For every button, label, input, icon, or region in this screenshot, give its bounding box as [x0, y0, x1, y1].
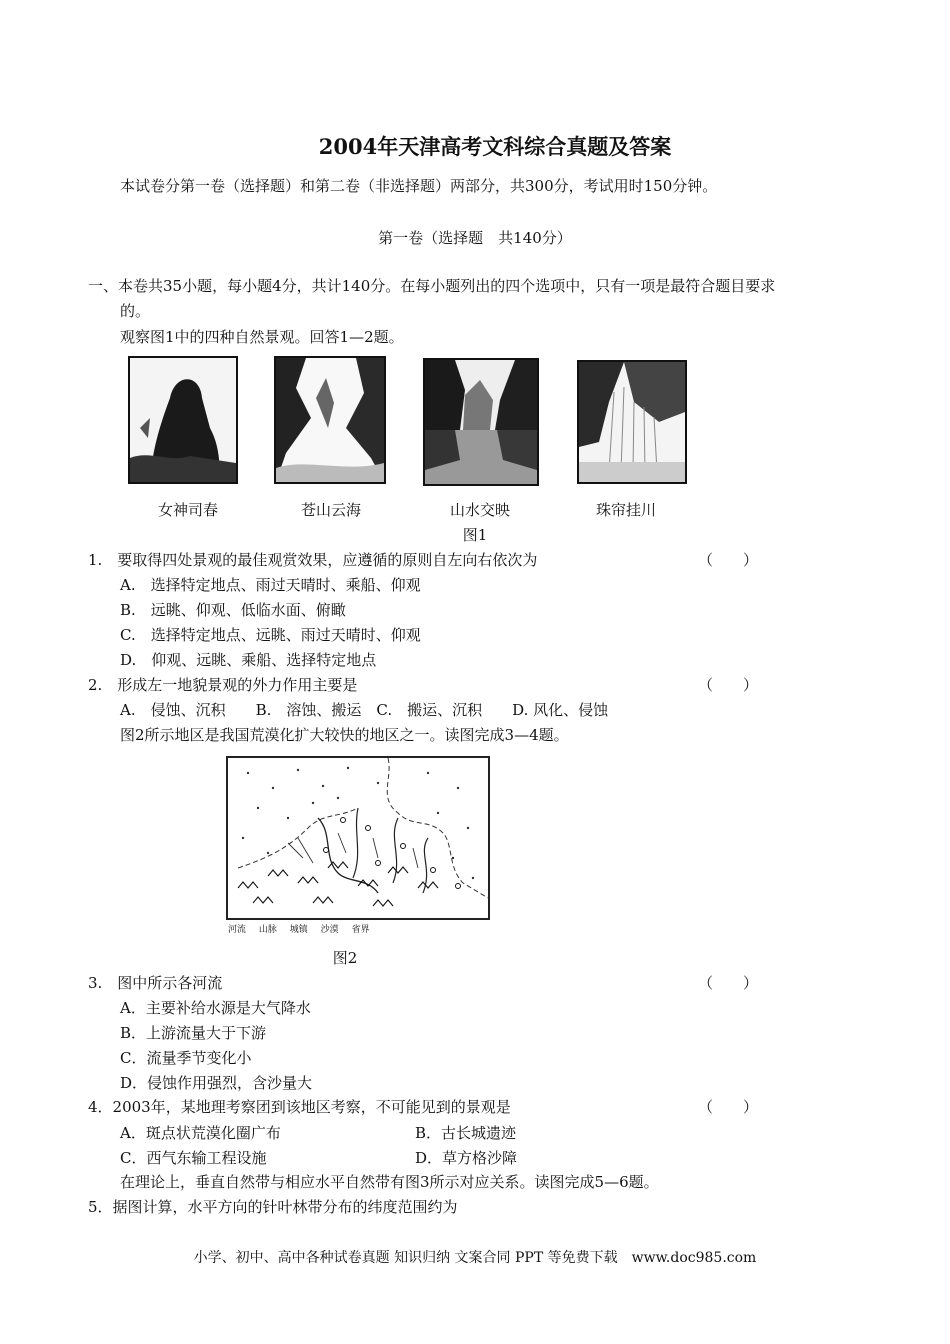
q3-option-b: B．上游流量大于下游 — [120, 1024, 267, 1042]
caption-goddess: 女神司春 — [157, 501, 218, 519]
q1-option-b: B. 远眺、仰观、低临水面、俯瞰 — [120, 601, 346, 619]
q4-option-b: B．古长城遗迹 — [415, 1124, 517, 1142]
figure2-map — [226, 756, 490, 920]
legend-desert: 沙漠 — [320, 925, 339, 935]
q4-answer-paren: （ ） — [698, 1098, 759, 1116]
q3-option-c: C．流量季节变化小 — [120, 1049, 252, 1067]
figure3-prompt: 在理论上，垂直自然带与相应水平自然带有图3所示对应关系。读图完成5—6题。 — [120, 1173, 659, 1191]
q1-answer-paren: （ ） — [698, 551, 759, 569]
page-footer: 小学、初中、高中各种试卷真题 知识归纳 文案合同 PPT 等免费下载 www.doc985.com — [193, 1250, 757, 1266]
legend-mountain: 山脉 — [258, 925, 277, 935]
legend-river: 河流 — [228, 925, 247, 935]
photo-goddess — [128, 356, 238, 484]
q5-stem: 5．据图计算，水平方向的针叶林带分布的纬度范围约为 — [88, 1198, 458, 1216]
figure2-legend — [228, 924, 380, 936]
exam-intro: 本试卷分第一卷（选择题）和第二卷（非选择题）两部分，共300分，考试用时150分钟。 — [120, 177, 718, 195]
caption-shanshui: 山水交映 — [449, 501, 510, 519]
part1-instructions-line2: 的。 — [120, 302, 151, 320]
figure1-prompt: 观察图1中的四种自然景观。回答1—2题。 — [120, 328, 404, 346]
figure1-label: 图1 — [462, 526, 488, 544]
q1-option-a: A. 选择特定地点、雨过天晴时、乘船、仰观 — [120, 576, 421, 594]
q4-option-a: A．斑点状荒漠化圈广布 — [120, 1124, 281, 1142]
q3-option-a: A．主要补给水源是大气降水 — [120, 999, 311, 1017]
q3-answer-paren: （ ） — [698, 974, 759, 992]
legend-border: 省界 — [351, 925, 370, 935]
figure2-label: 图2 — [332, 949, 358, 967]
q2-stem: 2. 形成左一地貌景观的外力作用主要是 — [88, 676, 358, 694]
q3-stem: 3. 图中所示各河流 — [88, 974, 223, 992]
caption-cangshan: 苍山云海 — [300, 501, 361, 519]
figure2-prompt: 图2所示地区是我国荒漠化扩大较快的地区之一。读图完成3—4题。 — [120, 726, 569, 744]
page-title: 2004年天津高考文科综合真题及答案 — [318, 134, 672, 159]
legend-town: 城镇 — [289, 925, 308, 935]
q4-option-c: C．西气东输工程设施 — [120, 1149, 267, 1167]
photo-shanshui — [423, 358, 539, 486]
q1-option-d: D. 仰观、远眺、乘船、选择特定地点 — [120, 651, 377, 669]
q4-stem: 4．2003年，某地理考察团到该地区考察，不可能见到的景观是 — [88, 1098, 511, 1116]
part1-instructions-line1: 一、本卷共35小题，每小题4分，共计140分。在每小题列出的四个选项中，只有一项是最符合题目要求 — [88, 277, 776, 295]
photo-cangshan — [274, 356, 386, 484]
q4-option-d: D．草方格沙障 — [415, 1149, 518, 1167]
caption-zhulian: 珠帘挂川 — [595, 501, 656, 519]
q1-option-c: C. 选择特定地点、远眺、雨过天晴时、仰观 — [120, 626, 421, 644]
section-title: 第一卷（选择题 共140分） — [378, 229, 572, 247]
q3-option-d: D．侵蚀作用强烈，含沙量大 — [120, 1074, 313, 1092]
q2-options: A. 侵蚀、沉积 B. 溶蚀、搬运 C. 搬运、沉积 D. 风化、侵蚀 — [120, 701, 609, 719]
photo-zhulian — [577, 360, 687, 484]
q2-answer-paren: （ ） — [698, 676, 759, 694]
q1-stem: 1. 要取得四处景观的最佳观赏效果，应遵循的原则自左向右依次为 — [88, 551, 538, 569]
